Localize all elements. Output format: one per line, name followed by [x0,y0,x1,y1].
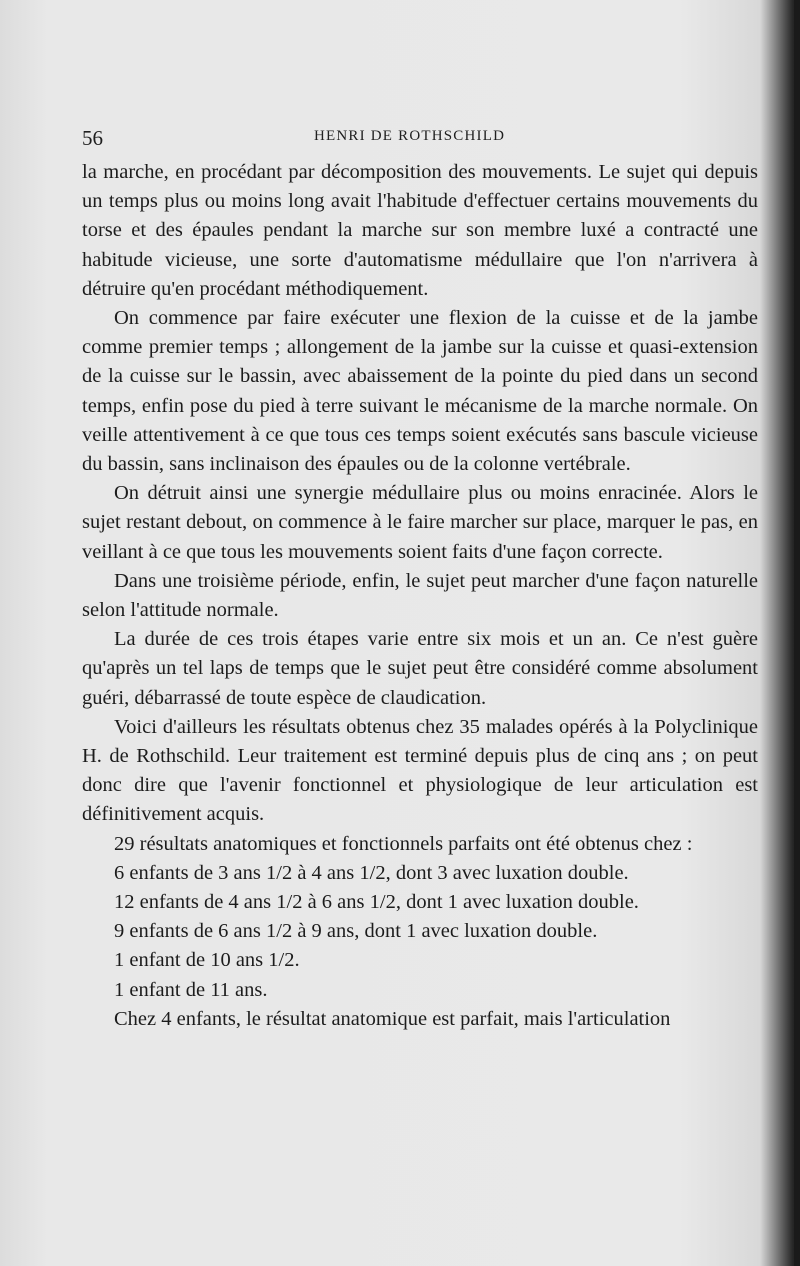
paragraph: On commence par faire exécuter une flexion de la cuisse et de la jambe comme premier temps ; allongement de la jambe sur la cuisse et quasi-extension de la cuisse sur le bassin, avec abaissement de la pointe du pied dans un second temps, enfin pose du pied à terre suivant le mécanisme de la marche normale. On veille attentivement à ce que tous ces temps soient exécutés sans bascule vicieuse du bassin, sans inclinaison des épaules ou de la colonne vertébrale. [82,307,758,476]
running-head: HENRI DE ROTHSCHILD [314,128,506,144]
page-number: 56 [82,126,103,150]
list-item: 9 enfants de 6 ans 1/2 à 9 ans, dont 1 avec luxation double. [114,920,598,943]
page-header [82,126,762,150]
list-item: 12 enfants de 4 ans 1/2 à 6 ans 1/2, dont 1 avec luxation double. [114,891,639,914]
page-binding-edge [794,0,800,1266]
paragraph: 29 résultats anatomiques et fonctionnels parfaits ont été obtenus chez : [114,832,693,855]
body-text [82,158,758,1034]
paragraph: la marche, en procédant par décomposition des mouvements. Le sujet qui depuis un temps plus ou moins long avait l'habitude d'effectuer certains mouvements du torse et des épaules pendant la marche sur son membre luxé a contracté une habitude vicieuse, une sorte d'automatisme médullaire que l'on n'arrivera à détruire qu'en procédant méthodiquement. [82,161,758,300]
paragraph: La durée de ces trois étapes varie entre six mois et un an. Ce n'est guère qu'après un tel laps de temps que le sujet peut être considéré comme absolument guéri, débarrassé de toute espèce de claudication. [82,628,758,709]
paragraph: On détruit ainsi une synergie médullaire plus ou moins enracinée. Alors le sujet restant debout, on commence à le faire marcher sur place, marquer le pas, en veillant à ce que tous les mouvements soient faits d'une façon correcte. [82,482,758,563]
paragraph: Chez 4 enfants, le résultat anatomique est parfait, mais l'articulation [114,1007,671,1030]
paragraph: Dans une troisième période, enfin, le sujet peut marcher d'une façon naturelle selon l'attitude normale. [82,569,758,622]
paragraph: Voici d'ailleurs les résultats obtenus chez 35 malades opérés à la Polyclinique H. de Rothschild. Leur traitement est terminé depuis plus de cinq ans ; on peut donc dire que l'avenir fonctionnel et physiologique de leur articulation est définitivement acquis. [82,715,758,826]
list-item: 1 enfant de 10 ans 1/2. [114,949,300,972]
list-item: 1 enfant de 11 ans. [114,978,268,1001]
list-item: 6 enfants de 3 ans 1/2 à 4 ans 1/2, dont 3 avec luxation double. [114,861,629,884]
